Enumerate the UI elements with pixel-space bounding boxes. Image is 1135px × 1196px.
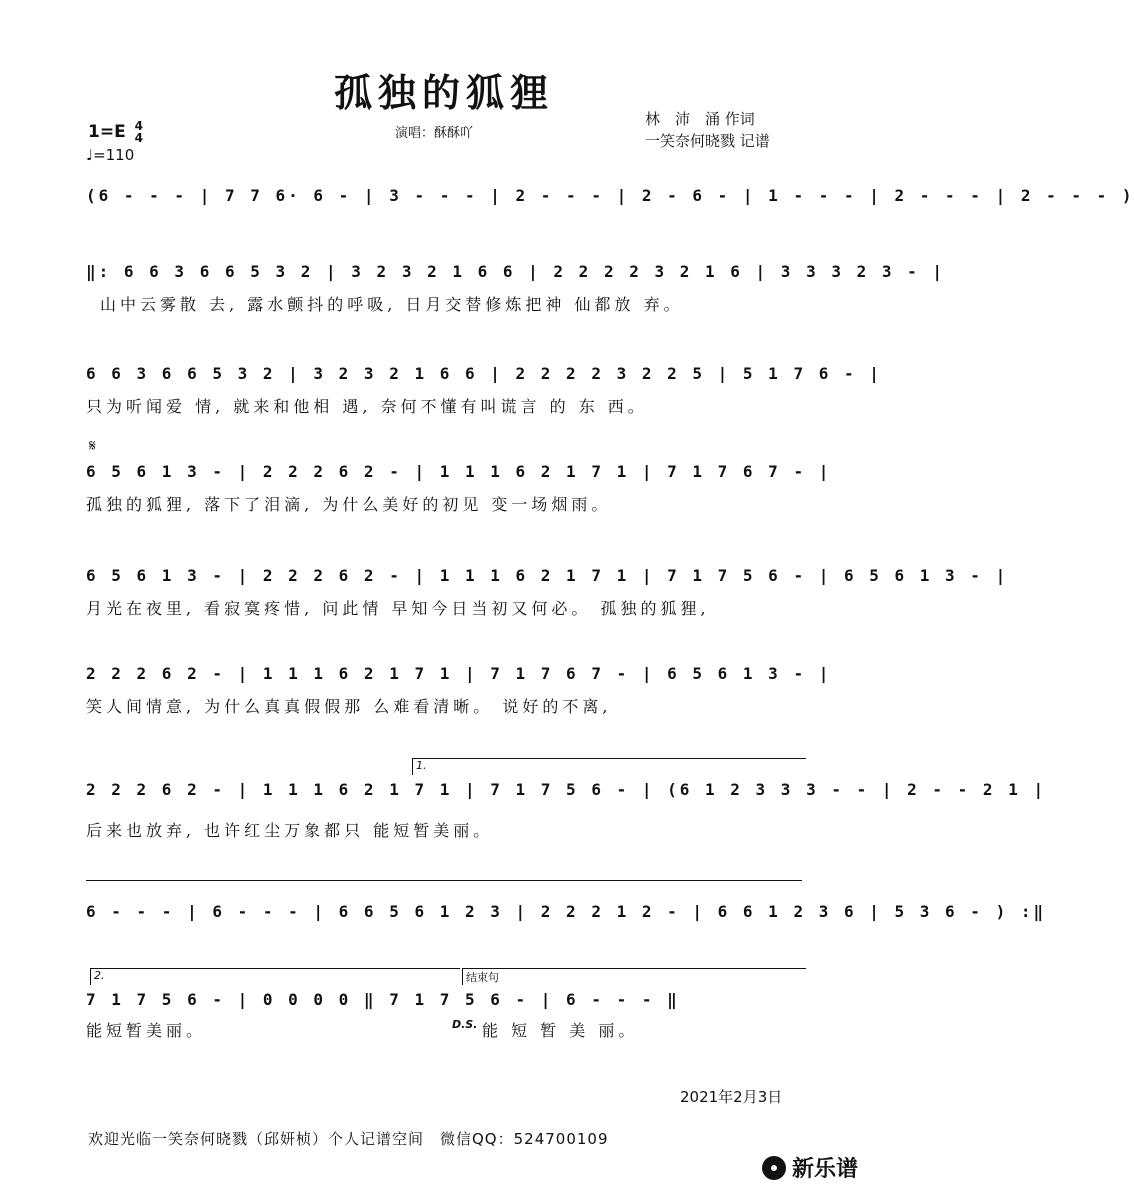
lyrics-row-6: 后来也放弃, 也许红尘万象都只 能短暂美丽。 xyxy=(86,821,494,840)
key-label: 1=E xyxy=(88,122,126,142)
volta-1-label: 1. xyxy=(416,759,427,772)
notation-row-6: 2 2 2 6 2 - | 1 1 1 6 2 1 7 1 | 7 1 7 5 6 - | (6 1 2 3 3 3 - - | 2 - - 2 1 | xyxy=(86,780,1047,799)
lyrics-row-8: 能短暂美丽。 xyxy=(86,1021,207,1040)
score-title: 孤独的狐狸 xyxy=(333,70,554,115)
volta-2-bracket xyxy=(90,968,460,985)
coda-bracket xyxy=(462,968,806,985)
volta-1-extension xyxy=(86,880,802,887)
footer-note: 欢迎光临一笑奈何晓戮（邱妍桢）个人记谱空间 微信QQ：524700109 xyxy=(88,1130,609,1148)
lyrics-row-4: 月光在夜里, 看寂寞疼惜, 问此情 早知今日当初又何必。 孤独的狐狸, xyxy=(86,599,710,618)
singer-credit: 演唱：酥酥吖 xyxy=(395,126,474,141)
notation-row-3: 6 5 6 1 3 - | 2 2 2 6 2 - | 1 1 1 6 2 1 7 1 | 7 1 7 6 7 - | xyxy=(86,462,832,481)
credits xyxy=(645,108,770,152)
coda-label: 结束句 xyxy=(466,971,499,984)
lyrics-row-3: 孤独的狐狸, 落下了泪滴, 为什么美好的初见 变一场烟雨。 xyxy=(86,495,612,514)
transcriber-credit: 一笑奈何晓戮 记谱 xyxy=(645,132,770,150)
segno-sign: 𝄋 xyxy=(89,436,96,455)
lyrics-row-2: 只为听闻爱 情, 就来和他相 遇, 奈何不懂有叫谎言 的 东 西。 xyxy=(86,397,648,416)
ds-marking: D.S. xyxy=(452,1018,478,1031)
time-denominator: 4 xyxy=(134,131,143,145)
notation-row-1: ‖: 6 6 3 6 6 5 3 2 | 3 2 3 2 1 6 6 | 2 2 2 2 3 2 1 6 | 3 3 3 2 3 - | xyxy=(86,262,946,281)
notation-row-2: 6 6 3 6 6 5 3 2 | 3 2 3 2 1 6 6 | 2 2 2 2 3 2 2 5 | 5 1 7 6 - | xyxy=(86,364,882,383)
site-logo xyxy=(762,1152,858,1183)
volta-2-label: 2. xyxy=(94,969,105,982)
lyricist-credit: 林 沛 涌 作词 xyxy=(645,110,755,128)
lyrics-row-5: 笑人间情意, 为什么真真假假那 么难看清晰。 说好的不离, xyxy=(86,697,612,716)
notation-row-8: 7 1 7 5 6 - | 0 0 0 0 ‖ 7 1 7 5 6 - | 6 - - - ‖ xyxy=(86,990,680,1009)
notation-row-4: 6 5 6 1 3 - | 2 2 2 6 2 - | 1 1 1 6 2 1 7 1 | 7 1 7 5 6 - | 6 5 6 1 3 - | xyxy=(86,566,1009,585)
key-signature xyxy=(88,120,143,144)
logo-text: 新乐谱 xyxy=(792,1157,859,1182)
lyrics-row-1: 山中云雾散 去, 露水颤抖的呼吸, 日月交替修炼把神 仙都放 弃。 xyxy=(100,295,684,314)
time-numerator: 4 xyxy=(134,119,143,133)
coda-lyrics: 能 短 暂 美 丽。 xyxy=(482,1021,639,1040)
volta-1-bracket xyxy=(412,758,806,775)
notation-row-5: 2 2 2 6 2 - | 1 1 1 6 2 1 7 1 | 7 1 7 6 7 - | 6 5 6 1 3 - | xyxy=(86,664,832,683)
tempo-mark: ♩=110 xyxy=(86,146,135,164)
notation-row-intro: (6 - - - | 7 7 6· 6 - | 3 - - - | 2 - - - | 2 - 6 - | 1 - - - | 2 - - - | 2 - - - ) xyxy=(86,186,1135,205)
date: 2021年2月3日 xyxy=(680,1088,783,1106)
time-signature xyxy=(135,120,143,144)
notation-row-7: 6 - - - | 6 - - - | 6 6 5 6 1 2 3 | 2 2 2 1 2 - | 6 6 1 2 3 6 | 5 3 6 - ) :‖ xyxy=(86,902,1047,921)
record-icon xyxy=(762,1156,786,1180)
